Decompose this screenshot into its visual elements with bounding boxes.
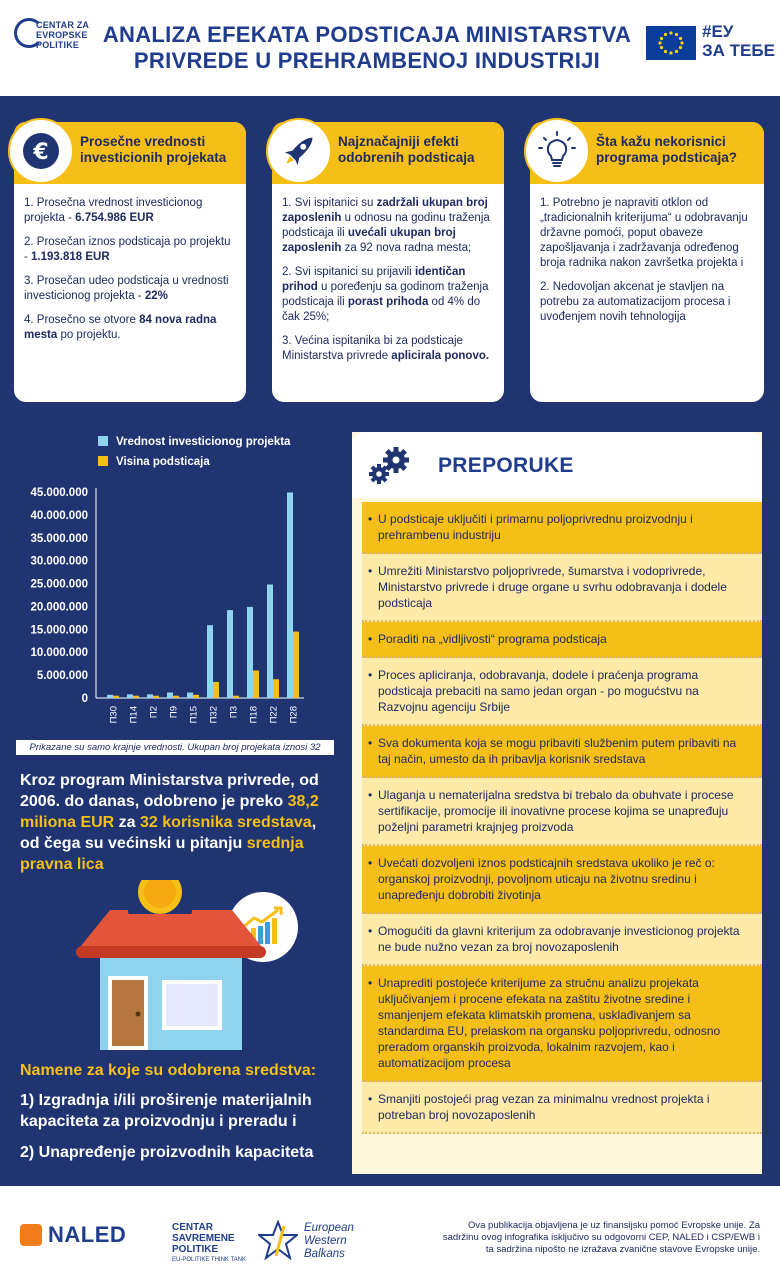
cep-logo-line: POLITIKE [36, 40, 80, 50]
eu-disclaimer: Ova publikacija objavljena je uz finansijsku pomoć Evropske unije. Za sadržinu ovog infografika isključivo su odgovorni CEP, NALED i CSP/EWB i ta sadržina nipošto ne izražava zvanične stavove Evropske unije. [442, 1220, 760, 1255]
naled-logo-icon [20, 1224, 42, 1246]
card-title: Najznačajniji efekti odobrenih podsticaja [338, 134, 475, 165]
recommendation-item: • Ulaganja u nematerijalna sredstva bi trebalo da obuhvate i procese sertifikacije, promocije ili inovativne procese kojima se unapređuju poželjni parametri krajnjeg proizvoda [362, 778, 762, 846]
header [0, 0, 780, 96]
bar-subsidy [253, 671, 259, 698]
card-title: Prosečne vrednosti investicionih projekata [80, 134, 227, 165]
recommendations-title: PREPORUKE [438, 454, 574, 477]
card-title: Šta kažu nekorisnici programa podsticaja? [596, 134, 738, 165]
purposes-heading: Namene za koje su odobrena sredstva: [20, 1062, 317, 1079]
x-tick-label: П32 [208, 706, 220, 724]
recommendation-item: • Smanjiti postojeći prag vezan za minimalnu vrednost projekta i potreban broj novozaposlenih [362, 1082, 762, 1134]
page-title-line1: ANALIZA EFEKATA PODSTICAJA MINISTARSTVA [102, 22, 632, 47]
x-tick-label: П3 [228, 706, 240, 719]
card-body [24, 196, 236, 352]
bar-subsidy [173, 696, 179, 698]
legend-swatch [98, 436, 108, 446]
eu-hashtag [702, 22, 775, 60]
cep-logo [14, 16, 92, 72]
bar-investment [207, 625, 213, 698]
y-tick-label: 10.000.000 [30, 647, 88, 660]
bar-investment [147, 694, 153, 698]
purpose-item: 2) Unapređenje proizvodnih kapaciteta [20, 1144, 314, 1161]
x-tick-label: П28 [288, 706, 300, 724]
savings-house-illustration [70, 880, 300, 1050]
bar-investment [127, 694, 133, 698]
bar-subsidy [273, 679, 279, 698]
star-icon [258, 1220, 298, 1260]
euro-icon [8, 118, 74, 184]
recommendation-item: • Sva dokumenta koja se mogu pribaviti službenim putem pribaviti na taj način, umesto da ih pribavlja korisnik sredstava [362, 726, 762, 778]
rocket-icon [266, 118, 332, 184]
cep-logo-line: EVROPSKE [36, 30, 88, 40]
card-body [540, 196, 754, 334]
funding-purposes [20, 1060, 340, 1173]
x-tick-label: П2 [148, 706, 160, 719]
card-average-values [14, 122, 246, 402]
card-non-users [530, 122, 764, 402]
recommendation-item: • U podsticaje uključiti i primarnu poljoprivrednu proizvodnju i prehrambenu industriju [362, 502, 762, 554]
bar-investment [267, 584, 273, 698]
bar-subsidy [233, 696, 239, 698]
card-item: 2. Prosečan iznos podsticaja po projektu - 1.193.818 EUR [24, 236, 231, 263]
cep-logo-line: CENTAR ZA [36, 20, 90, 30]
card-item: 1. Potrebno je napraviti otklon od „tradicionalnih kriterijuma“ u odobravanju državne pomoći, poput obaveze zapošljavanja i zadržavanja određenog broja radnika nakon završetka projekta i [540, 197, 748, 269]
bar-subsidy [293, 632, 299, 698]
program-summary: Kroz program Ministarstva privrede, od 2006. do danas, odobreno je preko 38,2 miliona EUR za 32 korisnika sredstava, od čega su većinski u pitanju srednja pravna lica [20, 772, 319, 873]
recommendations-panel [352, 432, 762, 1174]
recommendation-item: • Umrežiti Ministarstvo poljoprivrede, šumarstva i vodoprivrede, Ministarstvo privrede i druge organe u svrhu odobravanja i dodele podsticaja [362, 554, 762, 622]
legend-label: Visina podsticaja [116, 456, 210, 468]
svg-text:€: € [33, 140, 49, 165]
card-item: 2. Nedovoljan akcenat je stavljen na potrebu za automatizacijom procesa i uvođenjem novih tehnologija [540, 281, 731, 323]
bar-investment [187, 693, 193, 698]
csp-logo: CENTAR SAVREMENE POLITIKE EU-POLITIKE THINK TANK [172, 1222, 247, 1263]
bar-investment [287, 492, 293, 698]
lightbulb-icon [524, 118, 590, 184]
ewb-logo: European Western Balkans [258, 1220, 388, 1260]
recommendations-header [352, 432, 762, 498]
y-tick-label: 40.000.000 [30, 509, 88, 522]
bar-subsidy [113, 696, 119, 698]
x-tick-label: П14 [128, 706, 140, 724]
bar-subsidy [153, 696, 159, 698]
bar-subsidy [133, 696, 139, 698]
bar-chart [0, 426, 350, 746]
x-tick-label: П18 [248, 706, 260, 724]
card-item: 3. Većina ispitanika bi za podsticaje Ministarstva privrede aplicirala ponovo. [282, 335, 490, 362]
legend-label: Vrednost investicionog projekta [116, 436, 291, 448]
bar-investment [227, 610, 233, 698]
y-tick-label: 20.000.000 [30, 601, 88, 614]
eu-hashtag-line1: #ЕУ [702, 22, 734, 41]
eu-hashtag-line2: ЗА ТЕБЕ [702, 41, 775, 60]
y-tick-label: 30.000.000 [30, 555, 88, 568]
recommendation-item: • Omogućiti da glavni kriterijum za odobravanje investicionog projekta ne bude nužno vezan za broj novozaposlenih [362, 914, 762, 966]
bar-investment [107, 695, 113, 698]
legend-swatch [98, 456, 108, 466]
recommendations-list [362, 502, 762, 1134]
recommendation-item: • Poraditi na „vidljivosti“ programa podsticaja [362, 622, 762, 658]
gears-icon [366, 444, 412, 488]
card-item: 4. Prosečno se otvore 84 nova radna mesta po projektu. [24, 314, 217, 341]
y-tick-label: 0 [81, 693, 88, 705]
card-key-effects [272, 122, 504, 402]
y-tick-label: 45.000.000 [30, 487, 88, 499]
card-item: 1. Svi ispitanici su zadržali ukupan broj zaposlenih u odnosu na godinu traženja podsticaja ili uvećali ukupan broj zaposlenih za 92 nova radna mesta; [282, 197, 490, 254]
x-tick-label: П9 [168, 706, 180, 719]
card-item: 1. Prosečna vrednost investicionog projekta - 6.754.986 EUR [24, 197, 203, 224]
recommendation-item: • Proces apliciranja, odobravanja, dodele i praćenja programa podsticaja prebaciti na samo jedan organ - po mogućstvu na Razvojnu agenciju Srbije [362, 658, 762, 726]
page-title [100, 22, 634, 74]
y-tick-label: 25.000.000 [30, 578, 88, 591]
chart-note: Prikazane su samo krajnje vrednosti. Ukupan broj projekata iznosi 32 [16, 740, 334, 755]
bar-subsidy [213, 682, 219, 698]
y-tick-label: 5.000.000 [36, 670, 88, 683]
bar-subsidy [193, 695, 199, 698]
card-item: 3. Prosečan udeo podsticaja u vrednosti investicionog projekta - 22% [24, 275, 229, 302]
purpose-item: 1) Izgradnja i/ili proširenje materijalnih kapaciteta za proizvodnju i preradu i [20, 1092, 312, 1130]
x-tick-label: П30 [108, 706, 120, 724]
page-title-line2: PRIVREDE U PREHRAMBENOJ INDUSTRIJI [133, 48, 601, 73]
card-body [282, 196, 494, 373]
recommendation-item: • Unaprediti postojeće kriterijume za stručnu analizu projekata uključivanjem i procene efekata na zaštitu životne sredine i smanjenjem efekata klimatskih promena, usklađivanjem sa standardima EU, prelaskom na organsku poljoprivredu, odnosno preradom organskih proizvoda, lokalnim razvojem, kao i automatizacijom procesa [362, 966, 762, 1082]
y-tick-label: 15.000.000 [30, 624, 88, 637]
x-tick-label: П15 [188, 706, 200, 724]
naled-logo: NALED [20, 1222, 126, 1248]
bar-investment [167, 693, 173, 698]
card-item: 2. Svi ispitanici su prijavili identičan prihod u poređenju sa godinom traženja podsticaja ili porast prihoda od 4% do čak 25%; [282, 266, 489, 323]
eu-flag-icon [646, 26, 696, 60]
recommendation-item: • Uvećati dozvoljeni iznos podsticajnih sredstava ukoliko je reč o: organskoj proizvodnji, povoljnom uticaju na životnu sredinu i unapređenju dobrobiti životinja [362, 846, 762, 914]
x-tick-label: П22 [268, 706, 280, 724]
y-tick-label: 35.000.000 [30, 532, 88, 545]
footer [0, 1186, 780, 1280]
bar-investment [247, 607, 253, 698]
